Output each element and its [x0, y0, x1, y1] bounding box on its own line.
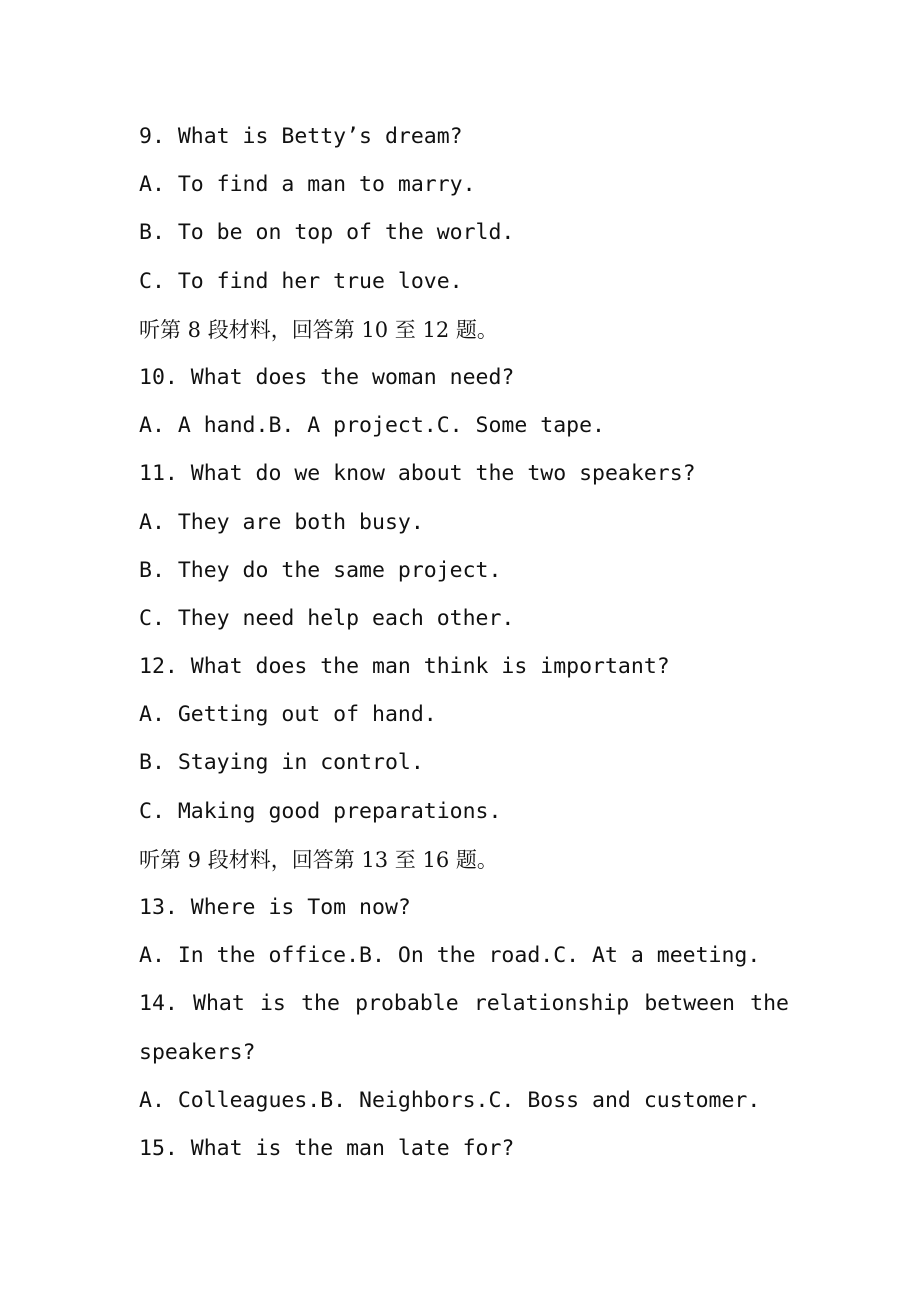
options-10: A. A hand.B. A project.C. Some tape. [139, 413, 605, 439]
option-12c: C. Making good preparations. [139, 798, 502, 824]
question-14-line-1: 14. What is the probable relationship between the [139, 991, 789, 1017]
option-11b: B. They do the same project. [139, 557, 502, 583]
question-10: 10. What does the woman need? [139, 364, 515, 390]
question-9: 9. What is Betty’s dream? [139, 124, 463, 149]
question-15: 15. What is the man late for? [139, 1135, 515, 1161]
question-13: 13. Where is Tom now? [139, 895, 411, 920]
option-11a: A. They are both busy. [139, 509, 424, 535]
text-lines [139, 113, 789, 1173]
option-11c: C. They need help each other. [139, 605, 515, 631]
options-14: A. Colleagues.B. Neighbors.C. Boss and customer. [139, 1087, 761, 1113]
section-heading-9: 听第 9 段材料，回答第 13 至 16 题。 [139, 847, 498, 872]
option-12b: B. Staying in control. [139, 750, 424, 776]
option-9a: A. To find a man to marry. [139, 172, 476, 198]
option-12a: A. Getting out of hand. [139, 702, 437, 728]
options-13: A. In the office.B. On the road.C. At a meeting. [139, 943, 761, 969]
question-14-line-2: speakers? [139, 1039, 256, 1065]
question-12: 12. What does the man think is important? [139, 654, 670, 680]
option-9c: C. To find her true love. [139, 268, 463, 294]
section-heading-8: 听第 8 段材料，回答第 10 至 12 题。 [139, 317, 498, 342]
option-9b: B. To be on top of the world. [139, 220, 515, 246]
question-11: 11. What do we know about the two speakers? [139, 461, 696, 487]
